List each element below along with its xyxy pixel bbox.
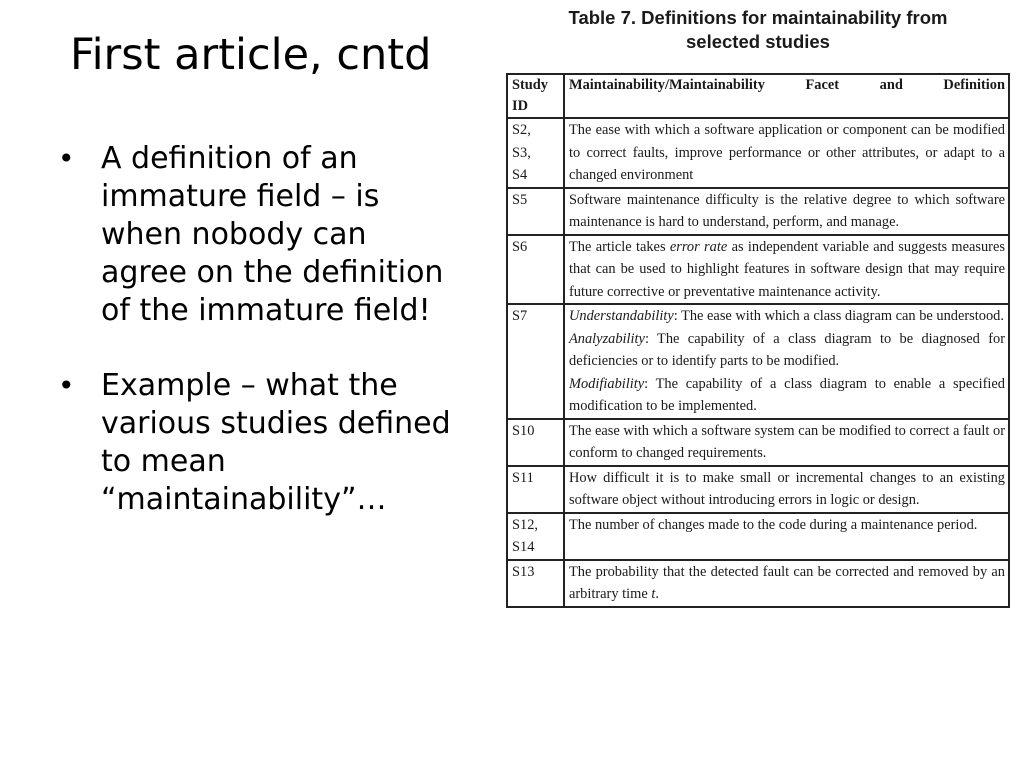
definitions-table — [506, 73, 1010, 608]
bullet-text: Example – what the various studies defined to mean “maintainability”… — [101, 368, 451, 517]
study-id: S5 — [512, 191, 528, 208]
facet-definition — [569, 305, 1005, 328]
study-id: S7 — [512, 308, 528, 324]
study-id: S3, — [512, 144, 531, 161]
slide-title: First article, cntd — [70, 30, 432, 80]
header-study-id: Study ID — [507, 74, 564, 118]
facet-definition — [569, 373, 1005, 418]
study-id: S10 — [512, 422, 535, 439]
table-caption-line: Table 7. Definitions for maintainability from — [568, 7, 948, 28]
definition-text: . — [655, 586, 659, 602]
study-id-cell — [507, 466, 564, 513]
table-header-row — [507, 74, 1009, 118]
table-row — [507, 304, 1009, 419]
study-id: S2, — [512, 122, 531, 138]
table-row — [507, 419, 1009, 466]
table-row — [507, 513, 1009, 560]
definition-cell: How difficult it is to make small or incremental changes to an existing software object without introducing errors in logic or design. — [564, 466, 1009, 513]
table-row — [507, 188, 1009, 235]
study-id: S4 — [512, 167, 528, 183]
definition-text: as independent variable and suggests measures that can be used to highlight features in software design that may require future corrective or preventative maintenance activity. — [569, 238, 1005, 300]
definition-cell: Software maintenance difficulty is the relative degree to which software maintenance is hard to understand, perform, and manage. — [564, 188, 1009, 235]
study-id: S14 — [512, 539, 535, 555]
study-id: S6 — [512, 238, 528, 255]
definition-cell: The ease with which a software system can be modified to correct a fault or conform to changed requirements. — [564, 419, 1009, 466]
definition-cell: The ease with which a software application or component can be modified to correct faults, improve performance or other attributes, or adapt to a changed environment — [564, 118, 1009, 188]
table-row — [507, 118, 1009, 188]
definition-cell — [564, 560, 1009, 607]
study-id-cell — [507, 188, 564, 235]
bullet-list — [58, 140, 458, 556]
table-caption-line: selected studies — [686, 31, 830, 52]
definition-cell — [564, 304, 1009, 419]
bullet-dot-icon: • — [58, 142, 75, 175]
definition-emphasis: t — [651, 586, 656, 602]
facet-name: Understandability — [569, 308, 674, 324]
definition-text: The probability that the detected fault can be corrected and removed by an arbitrary time — [569, 563, 1005, 602]
bullet-item — [58, 367, 458, 519]
study-id: S11 — [512, 469, 534, 486]
bullet-text: A definition of an immature field – is when nobody can agree on the definition of the immature field! — [101, 141, 444, 328]
definition-emphasis: error rate — [669, 238, 728, 255]
study-id: S13 — [512, 563, 535, 580]
table-row — [507, 560, 1009, 607]
definition-cell: The number of changes made to the code during a maintenance period. — [564, 513, 1009, 560]
facet-text: : The capability of a class diagram to enable a specified modification to be implemented. — [569, 375, 1005, 414]
table-caption — [500, 6, 1016, 54]
facet-definition — [569, 328, 1005, 373]
study-id-cell — [507, 304, 564, 419]
header-definition: Maintainability/Maintainability Facet and Definition — [564, 74, 1009, 118]
definitions-table-figure — [500, 6, 1016, 761]
definition-text: The article takes — [569, 238, 666, 255]
study-id-cell — [507, 419, 564, 466]
table-row — [507, 235, 1009, 305]
facet-text: : The ease with which a class diagram can be understood. — [673, 308, 1004, 324]
bullet-item — [58, 140, 458, 330]
study-id: S12, — [512, 516, 538, 533]
facet-text: : The capability of a class diagram to be diagnosed for deficiencies or to identify parts to be modified. — [569, 330, 1005, 369]
bullet-dot-icon: • — [58, 369, 75, 402]
table-row — [507, 466, 1009, 513]
definition-cell — [564, 235, 1009, 305]
study-id-cell — [507, 235, 564, 305]
facet-name: Modifiability — [569, 375, 645, 392]
study-id-cell — [507, 560, 564, 607]
study-id-cell — [507, 118, 564, 188]
study-id-cell — [507, 513, 564, 560]
facet-name: Analyzability — [569, 330, 645, 347]
